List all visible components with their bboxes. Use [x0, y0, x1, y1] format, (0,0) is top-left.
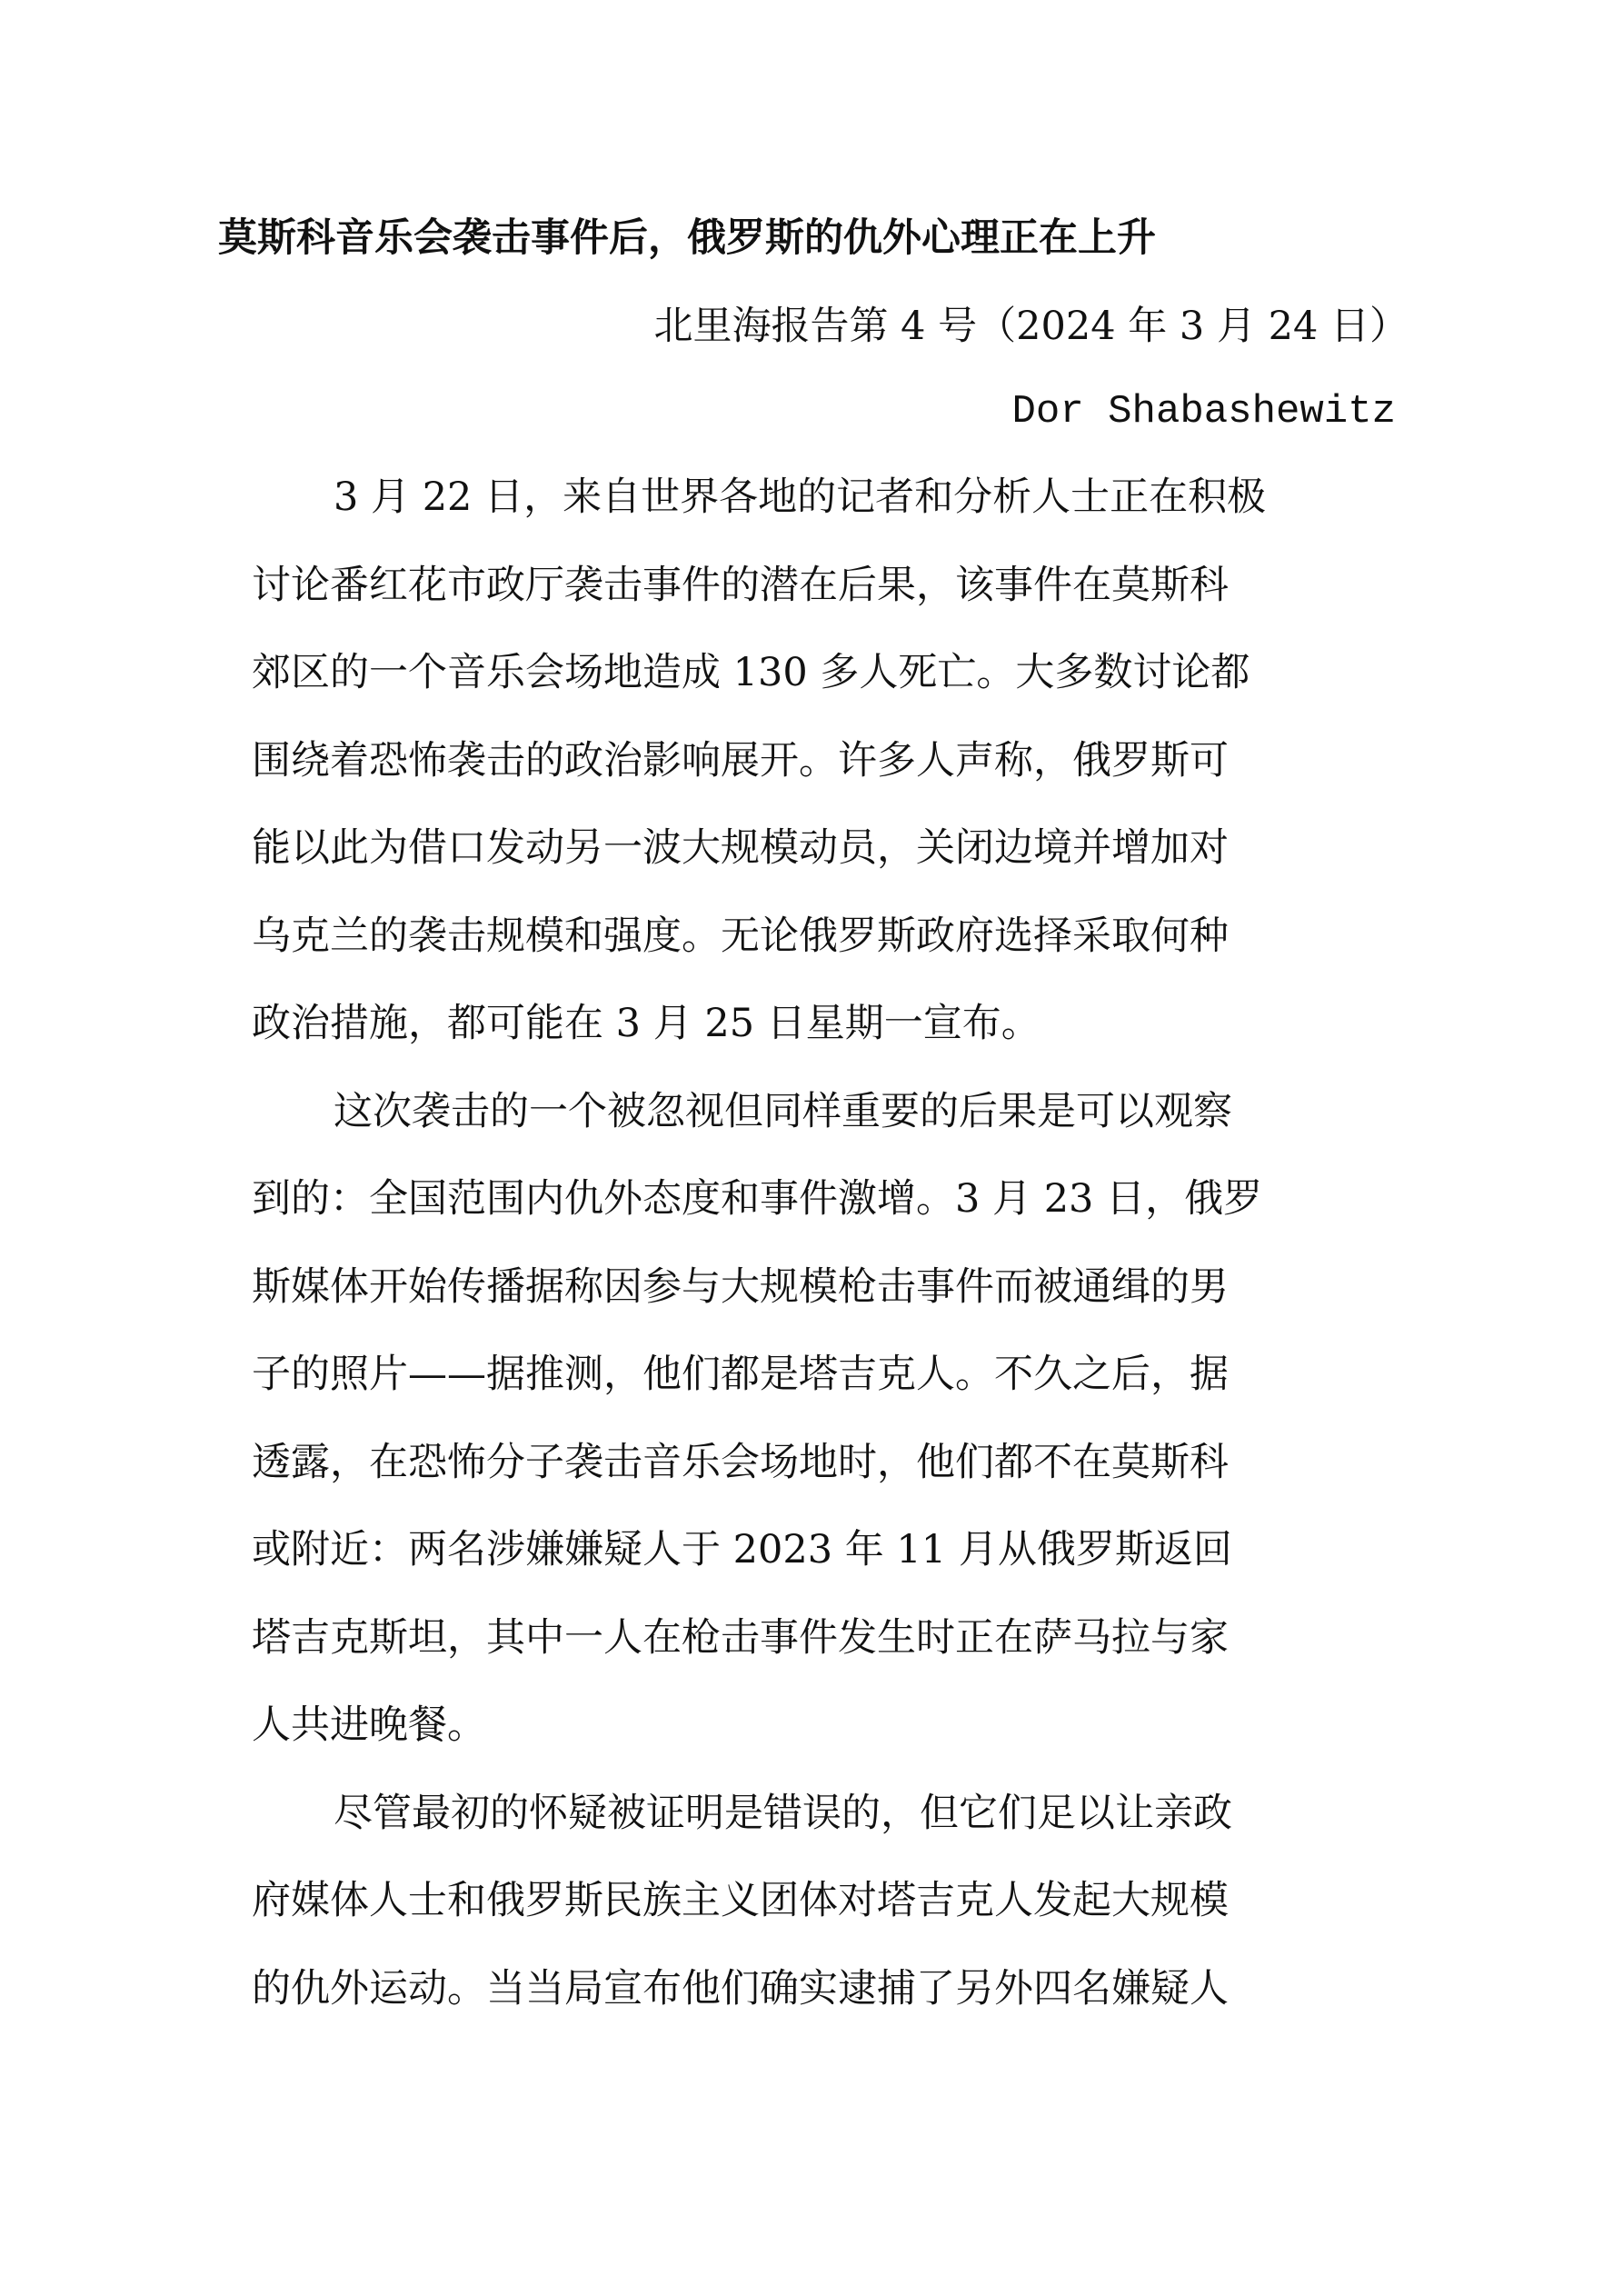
paragraph-line: 或附近：两名涉嫌嫌疑人于 2023 年 11 月从俄罗斯返回	[252, 1527, 1232, 1572]
paragraph-line: 围绕着恐怖袭击的政治影响展开。许多人声称，俄罗斯可	[252, 738, 1229, 784]
paragraph-line: 府媒体人士和俄罗斯民族主义团体对塔吉克人发起大规模	[252, 1878, 1229, 1923]
paragraph-line: 子的照片——据推测，他们都是塔吉克人。不久之后，据	[252, 1352, 1229, 1397]
paragraph-line: 斯媒体开始传播据称因参与大规模枪击事件而被通缉的男	[252, 1264, 1229, 1310]
paragraph-line: 乌克兰的袭击规模和强度。无论俄罗斯政府选择采取何种	[252, 913, 1229, 959]
paragraph-line: 这次袭击的一个被忽视但同样重要的后果是可以观察	[334, 1089, 1232, 1134]
document-title: 莫斯科音乐会袭击事件后，俄罗斯的仇外心理正在上升	[218, 215, 1156, 261]
paragraph-line: 到的：全国范围内仇外态度和事件激增。3 月 23 日，俄罗	[252, 1176, 1263, 1222]
paragraph-line: 政治措施，都可能在 3 月 25 日星期一宣布。	[252, 1001, 1041, 1046]
report-subtitle: 北里海报告第 4 号（2024 年 3 月 24 日）	[653, 304, 1409, 349]
paragraph-line: 能以此为借口发动另一波大规模动员，关闭边境并增加对	[252, 825, 1229, 871]
paragraph-line: 讨论番红花市政厅袭击事件的潜在后果，该事件在莫斯科	[252, 563, 1229, 608]
paragraph-line: 郊区的一个音乐会场地造成 130 多人死亡。大多数讨论都	[252, 650, 1250, 695]
paragraph-line: 的仇外运动。当当局宣布他们确实逮捕了另外四名嫌疑人	[252, 1966, 1229, 2011]
author-name: Dor Shabashewitz	[1011, 389, 1396, 434]
paragraph-line: 塔吉克斯坦，其中一人在枪击事件发生时正在萨马拉与家	[252, 1615, 1229, 1661]
paragraph-line: 3 月 22 日，来自世界各地的记者和分析人士正在积极	[334, 474, 1267, 520]
paragraph-line: 人共进晚餐。	[252, 1702, 486, 1748]
paragraph-line: 尽管最初的怀疑被证明是错误的，但它们足以让亲政	[334, 1791, 1232, 1836]
paragraph-line: 透露，在恐怖分子袭击音乐会场地时，他们都不在莫斯科	[252, 1440, 1229, 1485]
